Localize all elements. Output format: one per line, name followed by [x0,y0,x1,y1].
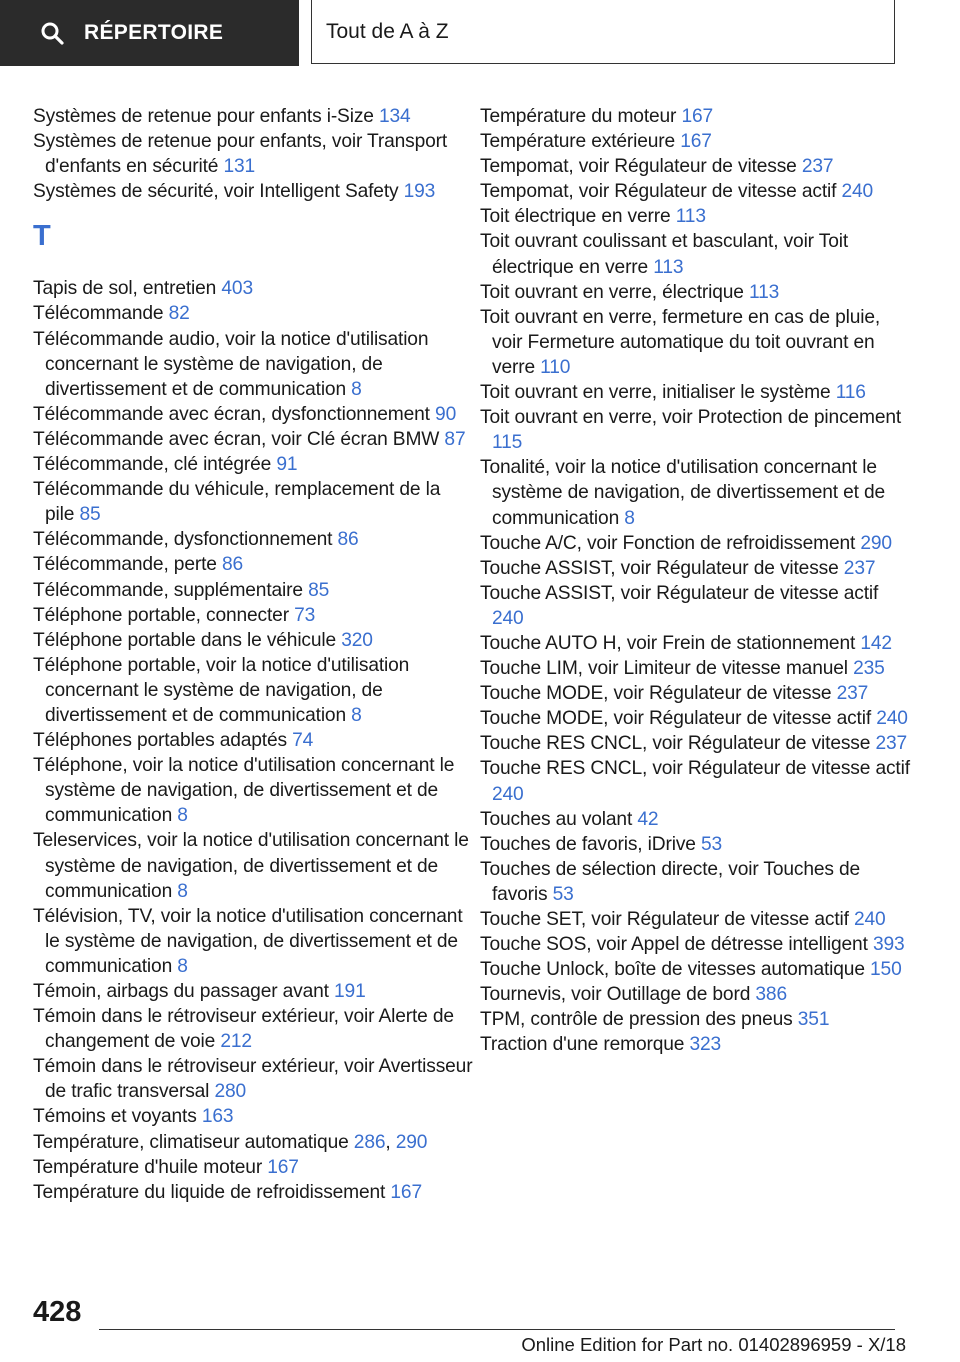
index-entry [480,129,910,154]
index-entry-text: Télécommande avec écran, dysfonctionnement [33,403,430,425]
index-entry-text: Télécommande avec écran, voir Clé écran BMW [33,428,440,450]
page-reference-link[interactable]: 113 [653,256,684,278]
index-entry-text: Toit ouvrant coulissant et basculant, voir Toit électrique en verre [480,231,849,278]
page-reference-link[interactable]: 8 [624,507,635,529]
index-entry [480,229,910,279]
directory-tab[interactable] [0,0,299,66]
page-reference-link[interactable]: 167 [680,131,712,153]
index-entry [33,527,473,552]
index-entry: Température, climatiseur automatique 286, 290 [33,1131,428,1153]
index-entry [33,327,473,402]
page-reference-link[interactable]: 53 [700,833,723,855]
page-reference-link[interactable]: 8 [177,880,188,902]
index-entry [480,405,910,455]
index-entry [33,578,473,603]
index-entry [480,681,910,706]
index-entry [480,907,910,932]
index-entry [480,154,910,179]
index-entry-text: Tournevis, voir Outillage de bord [480,984,751,1006]
page-reference-link[interactable]: 290 [395,1131,428,1153]
index-entry-text: Touche A/C, voir Fonction de refroidissement [480,532,856,554]
index-entry-text: Témoins et voyants [33,1106,197,1128]
page-reference-link[interactable]: 393 [872,934,905,956]
index-entry-text: Tempomat, voir Régulateur de vitesse actif [480,181,837,203]
index-entry [33,979,473,1004]
index-entry [33,1004,473,1054]
page-reference-link[interactable]: 85 [79,504,101,526]
index-entry-text: Température du liquide de refroidissement [33,1181,386,1203]
index-entry-text: Télécommande, clé intégrée [33,454,272,476]
index-entry [480,731,910,756]
page-reference-link[interactable]: 90 [435,403,457,425]
page-reference-link[interactable]: 113 [675,206,706,228]
index-column-right [480,104,910,1058]
page-reference-link[interactable]: 240 [854,909,886,930]
page-reference-link[interactable]: 235 [853,658,885,680]
index-entry-text: Touche SOS, voir Appel de détresse intelligent [480,934,868,956]
index-entry [480,756,910,806]
search-icon [40,21,64,45]
page-reference-link[interactable]: 237 [801,156,834,178]
page-reference-link[interactable]: 237 [843,557,876,579]
index-entry [480,957,910,982]
page-reference-link[interactable]: 82 [168,303,190,325]
index-entry-text: Téléphones portables adaptés [33,730,287,752]
index-entry [33,276,473,301]
index-entry-text: Touche RES CNCL, voir Régulateur de vitesse actif [480,758,910,780]
page-reference-link[interactable]: 86 [337,529,359,551]
index-entry-text: TPM, contrôle de pression des pneus [480,1009,793,1031]
index-entry [480,380,910,405]
page-reference-link[interactable]: 237 [875,733,908,755]
page-reference-link[interactable]: 115 [492,432,523,454]
page-reference-link[interactable]: 212 [220,1031,252,1053]
page-reference-link[interactable]: 42 [637,808,659,830]
index-entry [480,631,910,656]
index-entry-text: Télécommande [33,303,164,325]
index-entry-text: Touche MODE, voir Régulateur de vitesse actif [480,708,872,730]
index-entry [33,1104,473,1129]
page-reference-link[interactable]: 131 [223,156,256,178]
index-entry [480,832,910,857]
index-entry-text: Systèmes de sécurité, voir Intelligent Safety [33,181,399,203]
index-entry-text: Tempomat, voir Régulateur de vitesse [480,156,797,178]
index-entry-text: Téléphone portable, connecter [33,604,289,626]
index-entry [33,904,473,979]
index-entry [33,402,473,427]
index-entry-text: Toit ouvrant en verre, électrique [480,281,744,303]
index-entry-text: Témoin dans le rétroviseur extérieur, voir Alerte de changement de voie [33,1006,454,1053]
index-entry-text: Téléphone, voir la notice d'utilisation concernant le système de navigation, de divertissement et de communication [33,755,455,827]
index-entry-text: Systèmes de retenue pour enfants i-Size [33,106,374,127]
index-entry [33,653,473,728]
index-entry [480,280,910,305]
index-entry-text: Téléphone portable, voir la notice d'utilisation concernant le système de navigation, de divertissement et de communication [33,654,410,726]
index-entry [480,1032,910,1057]
index-entry-text: Systèmes de retenue pour enfants, voir Transport d'enfants en sécurité [33,131,448,178]
index-entry [33,452,473,477]
index-entry-text: Touche SET, voir Régulateur de vitesse actif [480,909,849,930]
index-entry [480,179,910,204]
page-reference-link[interactable]: 167 [267,1156,299,1178]
index-entry [480,455,910,530]
page-reference-link[interactable]: 110 [540,356,571,378]
index-entry-text: Touches de favoris, iDrive [480,833,696,855]
page-reference-link[interactable]: 163 [201,1106,234,1128]
index-entry [480,807,910,832]
index-entry [480,656,910,681]
section-letter: T [33,220,51,253]
index-entry-text: Température, climatiseur automatique [33,1131,349,1153]
page-reference-link[interactable]: 167 [390,1181,422,1203]
index-entry-text: Touche Unlock, boîte de vitesses automatique [480,959,865,981]
page-reference-link[interactable]: 386 [755,984,787,1006]
a-to-z-tab[interactable] [311,0,895,64]
index-entry [33,753,473,828]
index-entry-text: Touches au volant [480,808,633,830]
index-entry [480,1007,910,1032]
page-reference-link[interactable]: 116 [835,382,866,404]
index-entry [480,204,910,229]
index-entry [33,1155,473,1180]
index-entry-text: Traction d'une remorque [480,1034,685,1056]
index-entry [33,301,473,326]
index-entry-text: Température extérieure [480,131,676,153]
page-reference-link[interactable]: 320 [341,629,373,651]
page-reference-link[interactable]: 191 [334,981,366,1002]
directory-tab-label: RÉPERTOIRE [84,21,224,44]
index-entry-text: Touche AUTO H, voir Frein de stationnement [480,632,856,654]
page-reference-link[interactable]: 240 [492,607,524,629]
index-entry [33,628,473,653]
page-reference-link[interactable]: 87 [444,428,466,450]
page-reference-link[interactable]: 240 [876,708,908,730]
index-entry [33,1180,473,1205]
page-reference-link[interactable]: 240 [841,181,874,203]
index-entry-text: Toit ouvrant en verre, initialiser le système [480,382,831,404]
page-reference-link[interactable]: 237 [836,683,869,705]
index-entry [33,603,473,628]
page-reference-link[interactable]: 150 [870,959,902,981]
index-entry [480,531,910,556]
page-reference-link[interactable]: 74 [292,730,314,752]
index-entry [480,556,910,581]
index-entry-text: Touche MODE, voir Régulateur de vitesse [480,683,832,705]
index-entry-text: Téléphone portable dans le véhicule [33,629,337,651]
index-entry [33,477,473,527]
footer-divider [99,1329,895,1330]
index-entry-text: Télécommande, perte [33,554,217,576]
index-entry-text: Température d'huile moteur [33,1156,263,1178]
page-reference-link[interactable]: 323 [689,1034,722,1056]
page-reference-link[interactable]: 8 [177,805,188,827]
page-reference-link[interactable]: 351 [797,1009,830,1031]
page-reference-link[interactable]: 73 [294,604,316,626]
edition-footer: Online Edition for Part no. 01402896959 - X/18 [521,1334,906,1355]
page-number: 428 [33,1296,82,1328]
index-entry-text: Témoin dans le rétroviseur extérieur, voir Avertisseur de trafic transversal [33,1056,473,1103]
index-entry [33,129,473,179]
index-entry-text: Tapis de sol, entretien [33,278,217,300]
index-column-left [33,104,473,1205]
index-entry-text: Température du moteur [480,106,677,127]
index-entry-text: Touche ASSIST, voir Régulateur de vitesse [480,557,839,579]
index-entry [33,104,473,129]
page-reference-link[interactable]: 85 [308,579,330,601]
page-reference-link[interactable]: 8 [177,955,188,977]
page-reference-link[interactable]: 134 [378,106,411,127]
page-reference-link[interactable]: 86 [221,554,244,576]
index-entry [33,828,473,903]
index-entry [33,1054,473,1104]
page-reference-link[interactable]: 240 [492,783,524,805]
index-entry-text: Télécommande audio, voir la notice d'utilisation concernant le système de navigation, de divertissement et de communication [33,328,429,400]
index-entry-text: Touches de sélection directe, voir Touches de favoris [480,858,861,905]
top-navigation [0,0,960,66]
index-entry-text: Touche LIM, voir Limiteur de vitesse manuel [480,658,848,680]
index-entry [33,427,473,452]
index-entry-text: Touche ASSIST, voir Régulateur de vitesse actif [480,582,879,604]
page-reference-link[interactable]: 403 [221,278,253,300]
index-entry [480,305,910,380]
index-entry [480,982,910,1007]
index-entry [33,179,473,204]
index-entry [480,104,910,129]
index-entry [480,932,910,957]
index-entry [33,552,473,577]
index-entry [480,581,910,631]
page-reference-link[interactable]: 113 [749,281,780,303]
index-entry-text: Teleservices, voir la notice d'utilisation concernant le système de navigation, de divertissement et de communication [33,830,469,902]
index-entry-text: Toit électrique en verre [480,206,671,228]
index-entry [480,706,910,731]
index-entry-text: Toit ouvrant en verre, voir Protection de pincement [480,407,902,429]
index-entry-text: Télécommande du véhicule, remplacement de la pile [33,479,441,526]
page-reference-link[interactable]: 91 [276,454,298,476]
page-reference-link[interactable]: 142 [860,632,892,654]
index-entry-text: Télécommande, supplémentaire [33,579,303,601]
index-entry-text: Témoin, airbags du passager avant [33,981,329,1002]
page-reference-link[interactable]: 53 [552,883,574,905]
page-reference-link[interactable]: 8 [351,704,362,726]
page-reference-link[interactable]: 193 [403,181,436,203]
page-reference-link[interactable]: 286 [353,1131,386,1153]
index-entry-text: Télécommande, dysfonctionnement [33,529,333,551]
a-to-z-tab-label: Tout de A à Z [326,19,449,43]
index-entry-text: Tonalité, voir la notice d'utilisation concernant le système de navigation, de divertissement et de communication [480,457,886,529]
index-entry [33,728,473,753]
page-reference-link[interactable]: 280 [214,1081,247,1103]
index-entry-text: Touche RES CNCL, voir Régulateur de vitesse [480,733,871,755]
index-entry [480,857,910,907]
page-reference-link[interactable]: 290 [860,532,892,554]
index-entry-text: Télévision, TV, voir la notice d'utilisation concernant le système de navigation, de divertissement et de communication [33,905,463,977]
page-reference-link[interactable]: 8 [351,378,362,400]
page-reference-link[interactable]: 167 [681,106,714,127]
index-entry-text: Toit ouvrant en verre, fermeture en cas de pluie, voir Fermeture automatique du toit ouvrant en verre [480,306,881,378]
